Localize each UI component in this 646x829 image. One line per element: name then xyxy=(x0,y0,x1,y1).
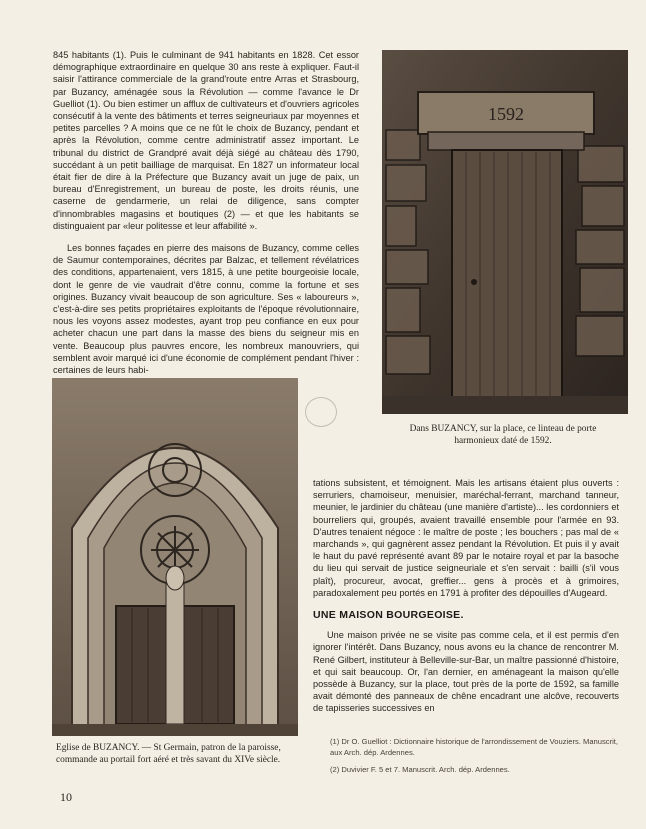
footnote: (2) Duvivier F. 5 et 7. Manuscrit. Arch. dép. Ardennes. xyxy=(330,765,510,774)
lintel-date: 1592 xyxy=(488,104,524,124)
left-text-column xyxy=(53,49,359,386)
footnote: (1) Dr O. Guelliot : Dictionnaire historique de l'arrondissement de Vouziers. Manuscrit, aux Arch. dép. Ardennes. xyxy=(330,737,619,757)
door-lintel-photo xyxy=(382,50,628,414)
paragraph: Les bonnes façades en pierre des maisons de Buzancy, comme celles de Saumur contemporaines, décrites par Balzac, et tellement révélatrices des conditions, appartenaient, vers 1815, à une petite bourgeoisie locale, dont le genre de vie vaudrait d'être connu, comme la fortune et ses origines. Buzancy vivait beaucoup de son agriculture. Ses « laboureurs », c'est-à-dire ses petits propriétaires exploitants de l'époque révolutionnaire, nous les voyons assez modestes, ayant trop peu confiance en eux pour acheter chacun une part dans la masse des biens du seigneur mis en vente. Beaucoup plus pauvres encore, les nombreux manouvriers, qui semblent avoir marqué ici d'une économie de complément pendant l'hiver : certaines de leurs habi- xyxy=(53,243,359,376)
section-heading: UNE MAISON BOURGEOISE. xyxy=(313,609,464,622)
paragraph: Une maison privée ne se visite pas comme cela, et il est permis d'en ignorer l'intérêt. Dans Buzancy, nous avons eu la chance de rencontrer M. René Gilbert, instituteur à Belleville-sur-Bar, un maître passionné d'histoire, et qui sait beaucoup. Or, l'an dernier, en aménageant la maison qu'elle possède à Buzancy, sur la place, tout près de la porte de 1592, sa famille avait démonté des panneaux de chêne encadrant une alcôve, recouverts de tapisseries successives en xyxy=(313,630,619,714)
library-stamp xyxy=(305,397,337,427)
footnotes xyxy=(330,736,630,781)
door-photo-caption: Dans BUZANCY, sur la place, ce linteau de porte harmonieux daté de 1592. xyxy=(409,424,597,446)
page-number: 10 xyxy=(60,790,72,804)
paragraph: 845 habitants (1). Puis le culminant de 941 habitants en 1828. Cet essor démographique extraordinaire en quelque 30 ans reste à expliquer. Faut-il saisir l'attirance commerciale de la grand'route entre Arras et Strasbourg, par Buzancy, aménagée sous la Révolution — comme l'avance le Dr Guelliot (1). Ou bien estimer un afflux de cultivateurs et d'ouvriers agricoles consécutif à la vente des bâtiments et terres seigneuriaux par moyennes et petites parcelles ? A moins que ce ne fût le choix de Buzancy, pendant et après la Révolution, comme centre administratif assez important. Le tribunal du district de Grandpré avait déjà siégé au château dès 1790, succédant à un petit bailliage de marquisat. En 1827 un informateur local était fier de dire à la Préfecture que Buzancy avait un juge de paix, un bureau d'Enregistrement, un bureau de poste, les droits réunis, une caserne de gendarmerie, un relai de diligence, sans compter d'innombrables magasins et boutiques (2) — et que les habitants se distinguaient par «leur politesse et leur affabilité ». xyxy=(53,50,359,231)
church-photo-caption: Eglise de BUZANCY. — St Germain, patron de la paroisse, commande au portail fort aéré et très savant du XIVe siècle. xyxy=(56,743,281,765)
church-portal-photo xyxy=(52,378,298,736)
right-text-column xyxy=(313,477,619,725)
paragraph: tations subsistent, et témoignent. Mais les artisans étaient plus ouverts : serruriers, chamoiseur, menuisier, maréchal-ferrant, marchand tanneur, meunier, le jardinier du château (une manière d'artiste)... les cordonniers et bourreliers qui, groupés, avaient travaillé ensemble pour l'armée en 93. D'autres tenaient négoce : le maître de poste ; les bouchers ; pas mal de « marchands », qui gagnèrent assez pendant la Révolution. Et puis il y avait le haut du pavé représenté avant 89 par le notaire royal et par la basoche du lieu qui servait de justice seigneuriale et s'en servait : bailli (s'il vous plaît), procureur, avocat, greffier... gens à procès et à grimoires, paradoxalement peu portés en 1791 à profiter des dépouilles d'Augeard. xyxy=(313,478,619,598)
